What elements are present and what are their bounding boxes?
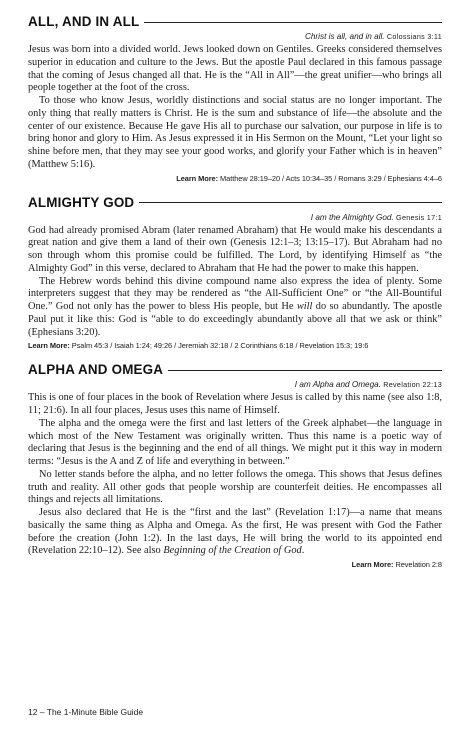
body-text: The Hebrew words behind this divine compound name also express the idea of plenty. Some interpreters suggest that they may be rendered as “the All-Sufficient One” or “the All-Bountiful One.” God not only has the power to bless His people, but He <box>28 275 442 312</box>
learn-more-label: Learn More: <box>176 173 219 183</box>
learn-more <box>28 341 442 350</box>
learn-more <box>28 174 442 183</box>
key-verse <box>28 32 442 41</box>
entry-all-and-in-all <box>28 14 442 183</box>
key-verse-reference: Revelation 22:13 <box>383 380 442 390</box>
entry-almighty-god <box>28 195 442 351</box>
entry-heading-row <box>28 195 442 210</box>
entry-heading-row <box>28 14 442 29</box>
key-verse-reference: Colossians 3:11 <box>386 32 442 41</box>
body-paragraph: This is one of four places in the book of Revelation where Jesus is called by this name (see also 1:8, 11; 21:6). In all four places, Jesus uses this name of Himself. <box>28 392 442 416</box>
learn-more-references: Revelation 2:8 <box>395 560 442 569</box>
learn-more-label: Learn More: <box>351 560 394 569</box>
learn-more-references: Psalm 45:3 / Isaiah 1:24; 49:26 / Jeremiah 32:18 / 2 Corinthians 6:18 / Revelation 15:3; 19:6 <box>71 341 369 351</box>
key-verse-reference: Genesis 17:1 <box>396 212 442 222</box>
body-text: do so abundantly. The apostle Paul put it like this: God is “able to do exceedingly abundantly above all that we ask or think” (Ephesians 3:20). <box>28 301 443 338</box>
entry-heading: ALMIGHTY GOD <box>28 194 135 210</box>
body-text: Jesus also declared that He is the “first and the last” (Revelation 1:17)—a name that means basically the same thing as Alpha and Omega. As the first, He was present with God the Father before the creation (John 1:2). In the last days, He will bring the world to its appointed end (Revelation 22:10–12). See also <box>28 507 442 557</box>
body-paragraph <box>28 507 442 558</box>
key-verse <box>28 380 442 389</box>
learn-more-references: Matthew 28:19–20 / Acts 10:34–35 / Romans 3:29 / Ephesians 4:4–6 <box>220 173 442 183</box>
learn-more-label: Learn More: <box>28 341 70 351</box>
body-paragraph: To those who know Jesus, worldly distinctions and social status are no longer important. The only thing that really matters is Christ. He is the sum and substance of life—the absolute and the center of our existence. Because He gave His all to purchase our salvation, our purpose in life is to bring honor and glory to Him. As Jesus expressed it in His Sermon on the Mount, “Let your light so shine before men, that they may see your good works, and glorify your Father which is in heaven” (Matthew 5:16). <box>28 95 442 170</box>
cross-reference-title: Beginning of the Creation of God <box>163 545 302 557</box>
heading-rule <box>168 370 442 371</box>
body-paragraph: The alpha and the omega were the first and last letters of the Greek alphabet—the language in which most of the New Testament was originally written. Thus this name is a poetic way of declaring that Jesus is the beginning and the end of all things. We might put it this way in modern terms: “Jesus is the A and Z of life and everything in between.” <box>28 417 442 467</box>
entry-heading: ALL, AND IN ALL <box>28 14 140 29</box>
key-verse-text: I am the Almighty God. <box>310 212 394 222</box>
body-paragraph: God had already promised Abram (later renamed Abraham) that He would make his descendants a great nation and give them a land of their own (Genesis 12:1–3; 13:15–17). But Abraham had no son through whom this promise could be fulfilled. The Lord, by identifying Himself as “the Almighty God” in this verse, declared to Abraham that He had the power to make this happen. <box>28 224 442 274</box>
entry-alpha-and-omega <box>28 362 442 569</box>
heading-rule <box>144 22 442 23</box>
key-verse <box>28 213 442 222</box>
body-paragraph <box>28 276 442 340</box>
body-text: . <box>301 545 305 557</box>
body-paragraph: No letter stands before the alpha, and no letter follows the omega. This shows that Jesus defines truth and reality. All other gods that people worship are counterfeit deities. He encompasses all things and rejects all limitations. <box>28 468 442 506</box>
body-paragraph: Jesus was born into a divided world. Jews looked down on Gentiles. Greeks considered themselves superior in education and culture to the Jews. But the apostle Paul declared in this famous passage that the coming of Jesus changed all that. He is the “All in All”—the great unifier—who brings all people together at the foot of the cross. <box>28 44 442 94</box>
emphasized-word: will <box>296 301 313 312</box>
key-verse-text: I am Alpha and Omega. <box>294 380 381 390</box>
heading-rule <box>139 202 442 203</box>
entry-heading: ALPHA AND OMEGA <box>28 362 164 378</box>
key-verse-text: Christ is all, and in all. <box>304 32 385 41</box>
page-footer: 12 – The 1-Minute Bible Guide <box>28 707 144 717</box>
learn-more <box>28 560 442 569</box>
entry-heading-row <box>28 362 442 377</box>
